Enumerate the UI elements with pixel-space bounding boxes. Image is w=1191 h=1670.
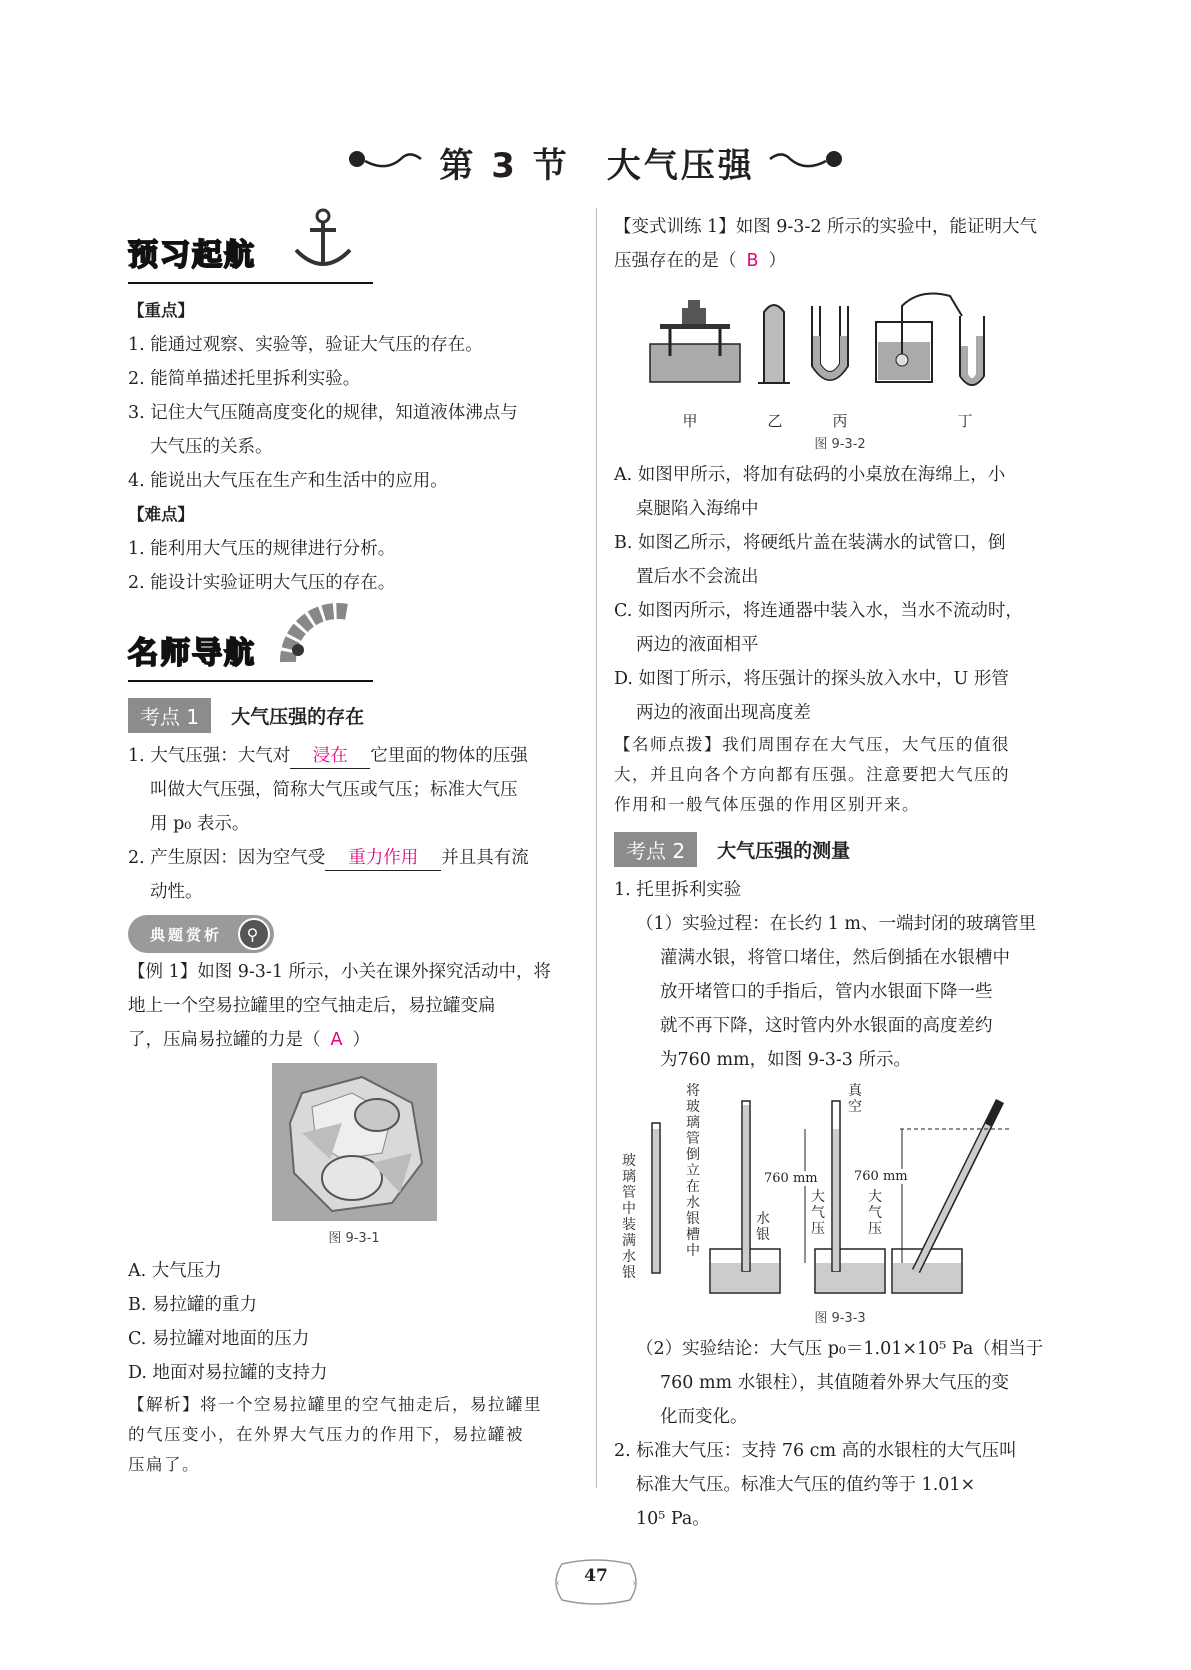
guide-banner: 名师导航 bbox=[128, 616, 580, 686]
section-title: 第 3 节 大气压强 bbox=[0, 138, 1191, 187]
fig-label: 水银 bbox=[756, 1211, 770, 1243]
banner-underline bbox=[128, 282, 373, 284]
right-ornament-icon bbox=[768, 148, 844, 178]
option-a: A. 如图甲所示，将加有砝码的小桌放在海绵上，小 bbox=[614, 465, 1006, 485]
fig-label: 760 mm bbox=[764, 1171, 818, 1186]
fig-label: 大气压 bbox=[811, 1189, 825, 1237]
definition-line: 叫做大气压强，简称大气压或气压；标准大气压 bbox=[150, 780, 518, 800]
cause-line: 动性。 bbox=[150, 882, 203, 902]
figure-caption: 图 9-3-2 bbox=[814, 437, 866, 452]
torricelli-conclusion: （2）实验结论：大气压 p₀＝1.01×10⁵ Pa（相当于 bbox=[636, 1339, 1044, 1359]
example-text: 了，压扁易拉罐的力是（ A ） bbox=[128, 1030, 370, 1050]
definition-line: 用 p₀ 表示。 bbox=[150, 814, 250, 834]
list-item: 4. 能说出大气压在生产和生活中的应用。 bbox=[128, 471, 448, 491]
figure-9-3-1 bbox=[128, 1063, 580, 1225]
magnifier-icon: ⚲ bbox=[238, 918, 270, 950]
answer-letter: A bbox=[330, 1030, 343, 1050]
option-a: A. 大气压力 bbox=[128, 1261, 222, 1281]
answer-letter: B bbox=[746, 251, 759, 271]
definition-line: 1. 大气压强：大气对 浸在 它里面的物体的压强 bbox=[128, 739, 580, 773]
fig-label: 将玻璃管倒立在水银槽中 bbox=[686, 1083, 700, 1259]
fig-label: 真空 bbox=[848, 1083, 862, 1115]
analysis-text: 【解析】将一个空易拉罐里的空气抽走后，易拉罐里 bbox=[128, 1395, 542, 1414]
torricelli-heading: 1. 托里拆利实验 bbox=[614, 880, 742, 900]
option-d: 两边的液面出现高度差 bbox=[636, 703, 811, 723]
kaodian-1: 考点 1 大气压强的存在 bbox=[128, 698, 580, 733]
variant-exercise-text: 【变式训练 1】如图 9-3-2 所示的实验中，能证明大气 bbox=[614, 217, 1038, 237]
teacher-tip: 作用和一般气体压强的作用区别开来。 bbox=[614, 795, 920, 814]
option-c: 两边的液面相平 bbox=[636, 635, 759, 655]
option-c: C. 易拉罐对地面的压力 bbox=[128, 1329, 310, 1349]
cause-line: 2. 产生原因：因为空气受 重力作用 并且具有流 bbox=[128, 841, 580, 875]
figure-caption: 图 9-3-1 bbox=[328, 1231, 380, 1246]
preview-banner: 预习起航 bbox=[128, 218, 580, 288]
option-b: 置后水不会流出 bbox=[636, 567, 759, 587]
fig-label: 760 mm bbox=[854, 1169, 908, 1184]
banner-underline bbox=[128, 680, 373, 682]
standard-pressure: 10⁵ Pa。 bbox=[636, 1509, 710, 1529]
figure-9-3-3 bbox=[614, 1083, 1066, 1305]
list-item: 大气压的关系。 bbox=[150, 437, 273, 457]
list-item: 2. 能设计实验证明大气压的存在。 bbox=[128, 573, 396, 593]
option-d: D. 如图丁所示，将压强计的探头放入水中，U 形管 bbox=[614, 669, 1009, 689]
list-item: 3. 记住大气压随高度变化的规律，知道液体沸点与 bbox=[128, 403, 518, 423]
difficult-heading: 【难点】 bbox=[128, 505, 194, 524]
svg-text:›: › bbox=[632, 1578, 636, 1589]
list-item: 1. 能通过观察、实验等，验证大气压的存在。 bbox=[128, 335, 483, 355]
analysis-text: 的气压变小，在外界大气压力的作用下，易拉罐被 bbox=[128, 1425, 524, 1444]
svg-text:‹: ‹ bbox=[556, 1578, 560, 1589]
answer-blank: 浸在 bbox=[290, 744, 370, 769]
option-b: B. 易拉罐的重力 bbox=[128, 1295, 257, 1315]
right-column bbox=[614, 210, 1066, 1536]
torricelli-process: 为760 mm，如图 9-3-3 所示。 bbox=[660, 1050, 912, 1070]
standard-pressure: 2. 标准大气压：支持 76 cm 高的水银柱的大气压叫 bbox=[614, 1441, 1017, 1461]
example-text: 【例 1】如图 9-3-1 所示，小关在课外探究活动中，将 bbox=[128, 962, 552, 982]
standard-pressure: 标准大气压。标准大气压的值约等于 1.01× bbox=[636, 1475, 976, 1495]
teacher-tip: 大，并且向各个方向都有压强。注意要把大气压的 bbox=[614, 765, 1010, 784]
option-b: B. 如图乙所示，将硬纸片盖在装满水的试管口，倒 bbox=[614, 533, 1006, 553]
option-c: C. 如图丙所示，将连通器中装入水，当水不流动时， bbox=[614, 601, 1023, 621]
answer-blank: 重力作用 bbox=[325, 846, 441, 871]
list-item: 2. 能简单描述托里拆利实验。 bbox=[128, 369, 361, 389]
option-d: D. 地面对易拉罐的支持力 bbox=[128, 1363, 328, 1383]
figure-caption: 图 9-3-3 bbox=[814, 1311, 866, 1326]
variant-exercise-text: 压强存在的是（ B ） bbox=[614, 251, 787, 271]
key-heading: 【重点】 bbox=[128, 301, 194, 320]
fig-label: 玻璃管中装满水银 bbox=[622, 1153, 636, 1281]
figure-9-3-2 bbox=[614, 286, 1066, 431]
teacher-tip: 【名师点拨】我们周围存在大气压，大气压的值很 bbox=[614, 735, 1010, 754]
left-ornament-icon bbox=[347, 148, 431, 178]
torricelli-process: （1）实验过程：在长约 1 m、一端封闭的玻璃管里 bbox=[636, 914, 1036, 934]
torricelli-process: 就不再下降，这时管内外水银面的高度差约 bbox=[660, 1016, 993, 1036]
typical-example-label: 典题赏析 ⚲ bbox=[128, 915, 580, 953]
experiment-apparatus-diagram bbox=[630, 286, 1050, 406]
fig-label: 大气压 bbox=[868, 1189, 882, 1237]
page-number: ‹ › 47 bbox=[548, 1558, 644, 1606]
torricelli-conclusion: 760 mm 水银柱），其值随着外界大气压的变 bbox=[660, 1373, 1009, 1393]
figure-labels: 甲 乙 丙 丁 bbox=[682, 412, 973, 430]
anchor-icon bbox=[288, 206, 358, 276]
torricelli-process: 放开堵管口的手指后，管内水银面下降一些 bbox=[660, 982, 993, 1002]
example-text: 地上一个空易拉罐里的空气抽走后，易拉罐变扁 bbox=[128, 996, 496, 1016]
crushed-can-image bbox=[272, 1063, 437, 1221]
torricelli-process: 灌满水银，将管口堵住，然后倒插在水银槽中 bbox=[660, 948, 1010, 968]
column-divider bbox=[596, 208, 597, 1488]
analysis-text: 压扁了。 bbox=[128, 1455, 200, 1474]
option-a: 桌腿陷入海绵中 bbox=[636, 499, 759, 519]
left-column bbox=[128, 210, 580, 1480]
torricelli-conclusion: 化而变化。 bbox=[660, 1407, 748, 1427]
gauge-icon bbox=[278, 602, 358, 672]
kaodian-2: 考点 2 大气压强的测量 bbox=[614, 832, 1066, 867]
list-item: 1. 能利用大气压的规律进行分析。 bbox=[128, 539, 396, 559]
